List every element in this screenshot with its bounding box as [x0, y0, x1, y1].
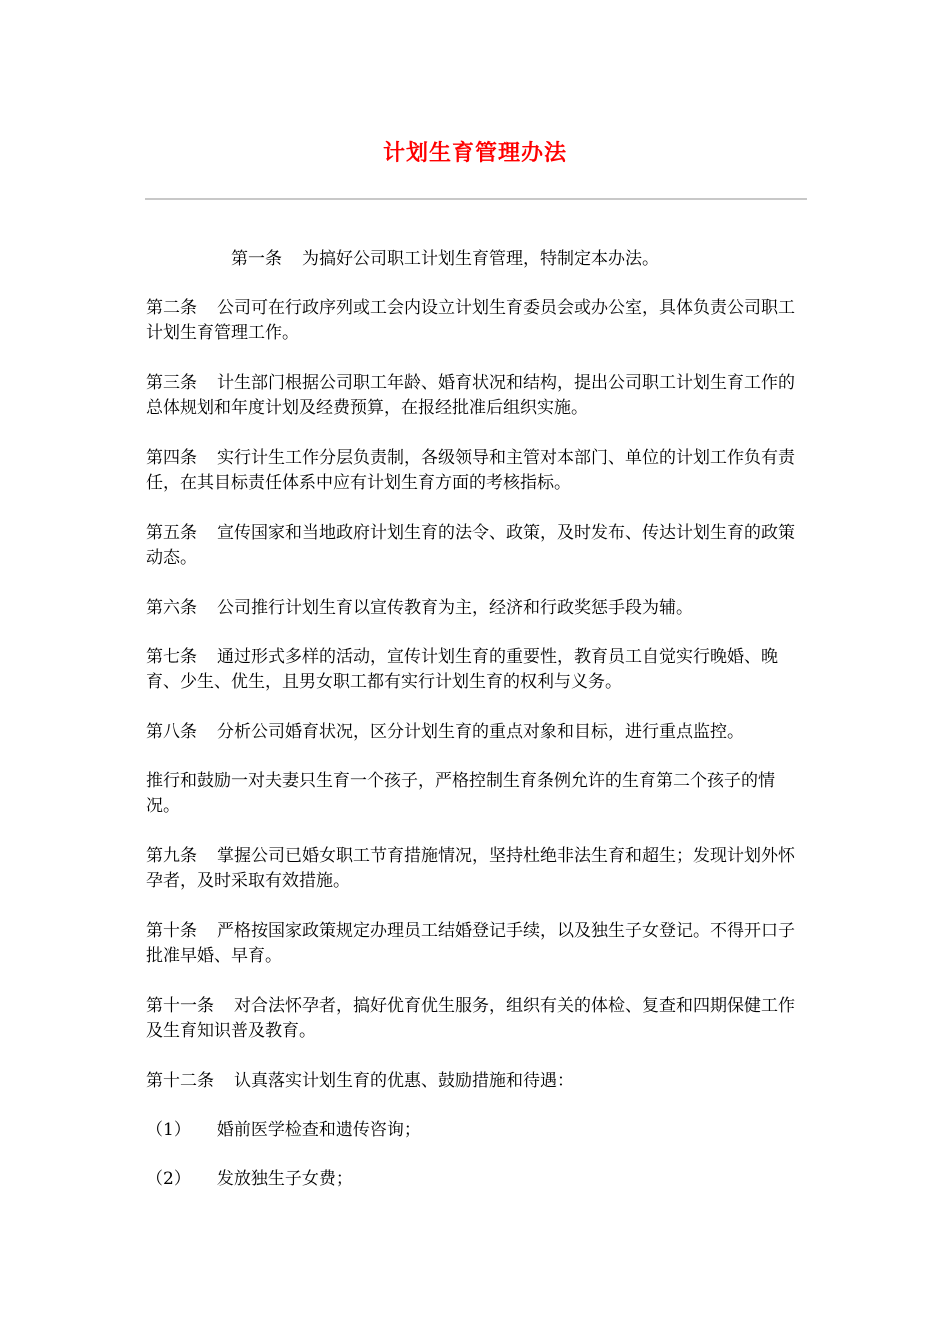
- article-text: 通过形式多样的活动，宣传计划生育的重要性，教育员工自觉实行晚婚、晚育、少生、优生，且男女职工都有实行计划生育的权利与义务。: [146, 647, 778, 692]
- article-label: 第三条: [146, 373, 197, 393]
- article-text: 公司推行计划生育以宣传教育为主，经济和行政奖惩手段为辅。: [217, 598, 693, 618]
- list-item-text: 发放独生子女费；: [216, 1169, 353, 1189]
- article-label: 第四条: [146, 448, 197, 468]
- list-item-2: [146, 1167, 808, 1192]
- article-1: [231, 247, 808, 272]
- list-item-text: 婚前医学检查和遗传咨询；: [216, 1120, 421, 1140]
- article-9: [146, 844, 808, 894]
- article-7: [146, 645, 808, 695]
- title-divider: [145, 198, 807, 200]
- article-text: 实行计生工作分层负责制，各级领导和主管对本部门、单位的计划工作负有责任，在其目标责任体系中应有计划生育方面的考核指标。: [146, 448, 795, 493]
- article-label: 第十条: [146, 921, 197, 941]
- article-label: 第八条: [146, 722, 197, 742]
- article-8: [146, 720, 808, 745]
- article-text: 为搞好公司职工计划生育管理，特制定本办法。: [302, 249, 659, 269]
- article-10: [146, 919, 808, 969]
- article-text: 严格按国家政策规定办理员工结婚登记手续，以及独生子女登记。不得开口子批准早婚、早育。: [146, 921, 795, 966]
- article-2: [146, 296, 808, 346]
- list-item-1: [146, 1118, 808, 1143]
- article-5: [146, 521, 808, 571]
- paragraph-text: 推行和鼓励一对夫妻只生育一个孩子，严格控制生育条例允许的生育第二个孩子的情况。: [146, 771, 775, 816]
- article-8-continuation: [146, 769, 808, 819]
- article-12: [146, 1069, 808, 1094]
- article-label: 第六条: [146, 598, 197, 618]
- article-text: 公司可在行政序列或工会内设立计划生育委员会或办公室，具体负责公司职工计划生育管理工作。: [146, 298, 795, 343]
- article-3: [146, 371, 808, 421]
- article-label: 第五条: [146, 523, 197, 543]
- article-label: 第十一条: [146, 996, 214, 1016]
- document-title: 计划生育管理办法: [382, 141, 567, 166]
- article-label: 第一条: [231, 249, 282, 269]
- article-text: 对合法怀孕者，搞好优育优生服务，组织有关的体检、复查和四期保健工作及生育知识普及教育。: [146, 996, 795, 1041]
- article-11: [146, 994, 808, 1044]
- article-text: 掌握公司已婚女职工节育措施情况，坚持杜绝非法生育和超生；发现计划外怀孕者，及时采取有效措施。: [146, 846, 795, 891]
- article-label: 第九条: [146, 846, 197, 866]
- article-label: 第十二条: [146, 1071, 214, 1091]
- article-text: 宣传国家和当地政府计划生育的法令、政策，及时发布、传达计划生育的政策动态。: [146, 523, 795, 568]
- list-item-number: （2）: [146, 1169, 191, 1189]
- article-text: 分析公司婚育状况，区分计划生育的重点对象和目标，进行重点监控。: [217, 722, 744, 742]
- list-item-number: （1）: [146, 1120, 191, 1140]
- article-label: 第七条: [146, 647, 197, 667]
- article-text: 计生部门根据公司职工年龄、婚育状况和结构，提出公司职工计划生育工作的总体规划和年度计划及经费预算，在报经批准后组织实施。: [146, 373, 795, 418]
- article-6: [146, 596, 808, 621]
- article-4: [146, 446, 808, 496]
- article-text: 认真落实计划生育的优惠、鼓励措施和待遇：: [234, 1071, 574, 1091]
- article-label: 第二条: [146, 298, 197, 318]
